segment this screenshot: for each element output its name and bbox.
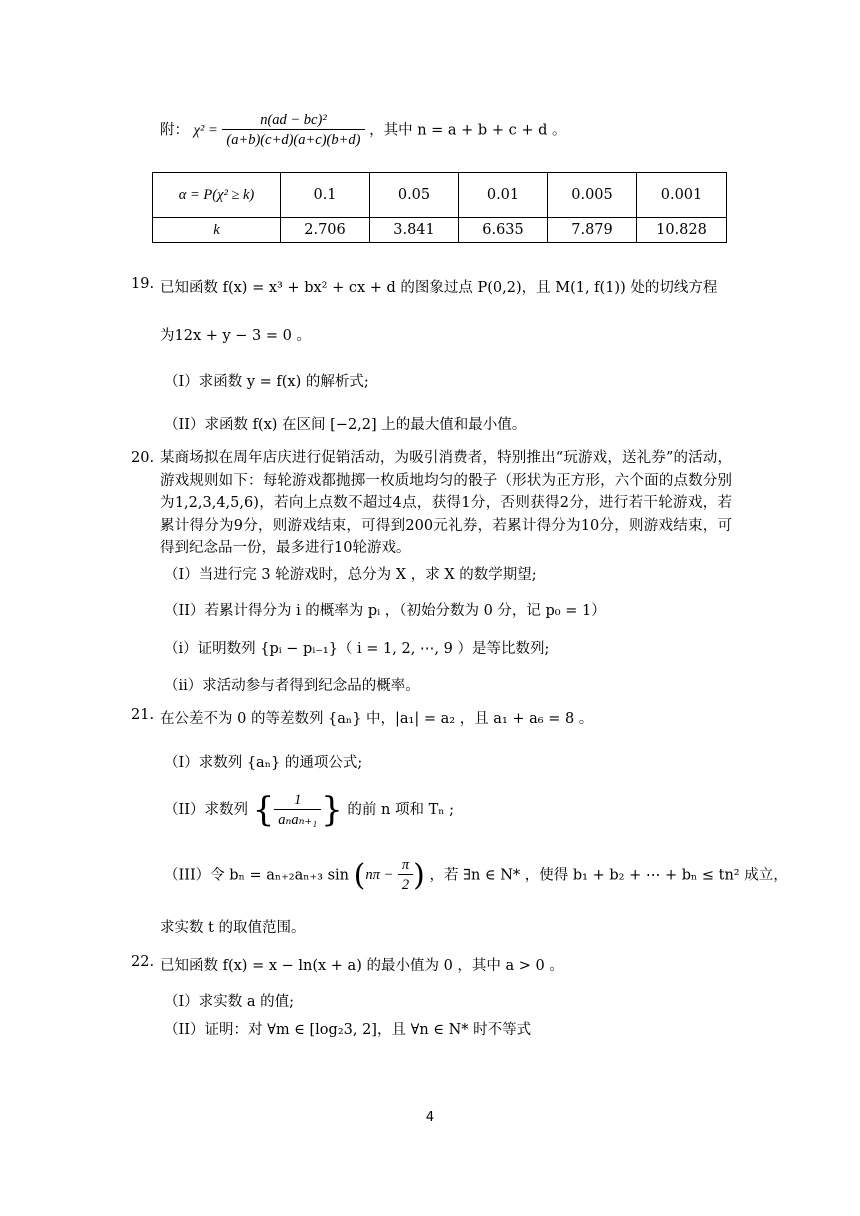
critical-value-table	[152, 172, 727, 243]
question-22-part1: （I）求实数 a 的值;	[164, 994, 294, 1010]
question-20-part2-i: （i）证明数列 {pᵢ − pᵢ₋₁}（ i = 1, 2, ⋯, 9 ）是等比数列;	[164, 641, 550, 657]
question-19-line2: 为12x + y − 3 = 0 。	[160, 328, 311, 344]
formula-suffix: ，其中 n = a + b + c + d 。	[369, 122, 567, 139]
table-row	[153, 218, 727, 243]
question-20-text: 某商场拟在周年店庆进行促销活动，为吸引消费者，特别推出“玩游戏，送礼券”的活动，游戏规则如下：每轮游戏都抛掷一枚质地均匀的骰子（形状为正方形，六个面的点数分别为1,2,3,4,5,6)，若向上点数不超过4点，获得1分，否则获得2分，进行若干轮游戏，若累计得分为9分，则游戏结束，可得到200元礼券，若累计得分为10分，则游戏结束，可得到纪念品一份，最多进行10轮游戏。	[160, 450, 732, 556]
question-21-part3-fraction	[398, 857, 413, 894]
question-21-line1: 在公差不为 0 的等差数列 {aₙ} 中，|a₁| = a₂ ，且 a₁ + a₆ = 8 。	[160, 711, 594, 727]
question-21-part3-suffix: ，若 ∃n ∈ N* ，使得 b₁ + b₂ + ⋯ + bₙ ≤ tn² 成立，	[429, 867, 788, 884]
formula-denominator: (a+b)(c+d)(a+c)(b+d)	[222, 129, 364, 149]
question-20-number: 20.	[131, 450, 155, 466]
table-cell: 6.635	[459, 218, 548, 243]
question-22-part2: （II）证明：对 ∀m ∈ [log₂3, 2]，且 ∀n ∈ N* 时不等式	[164, 1022, 532, 1038]
question-19-part2: （II）求函数 f(x) 在区间 [−2,2] 上的最大值和最小值。	[164, 417, 527, 433]
question-22-number: 22.	[131, 954, 155, 970]
question-21-part3-line2: 求实数 t 的取值范围。	[160, 920, 306, 936]
question-19-part1: （I）求函数 y = f(x) 的解析式;	[164, 374, 369, 390]
fraction-denominator: aₙaₙ₊₁	[274, 809, 321, 829]
question-19-number: 19.	[131, 276, 155, 292]
formula-numerator: n(ad − bc)²	[260, 112, 327, 128]
fraction-denominator: 2	[398, 874, 413, 894]
table-header-alpha: α = P(χ² ≥ k)	[153, 173, 281, 218]
question-21-part2-prefix: （II）求数列	[164, 802, 248, 818]
formula-fraction	[222, 112, 364, 149]
table-cell: 0.001	[637, 173, 727, 218]
question-22-line1: 已知函数 f(x) = x − ln(x + a) 的最小值为 0 ，其中 a > 0 。	[160, 958, 564, 974]
question-20-part2: （II）若累计得分为 i 的概率为 pᵢ ，（初始分数为 0 分，记 p₀ = 1）	[164, 603, 606, 619]
table-cell: 3.841	[370, 218, 459, 243]
chi-square-formula	[160, 112, 566, 149]
question-21-part2-suffix: 的前 n 项和 Tₙ ;	[347, 802, 455, 818]
page-number: 4	[425, 1110, 435, 1125]
formula-prefix: 附：	[160, 122, 189, 139]
table-cell: 0.1	[281, 173, 370, 218]
question-21-part3-prefix: （III）令 bₙ = aₙ₊₂aₙ₊₃ sin	[164, 867, 350, 884]
fraction-numerator: π	[401, 857, 410, 873]
table-header-k: k	[153, 218, 281, 243]
question-20-part1: （I）当进行完 3 轮游戏时，总分为 X ，求 X 的数学期望;	[164, 567, 537, 583]
table-cell: 7.879	[548, 218, 637, 243]
table-row	[153, 173, 727, 218]
question-19-line1: 已知函数 f(x) = x³ + bx² + cx + d 的图象过点 P(0,2)，且 M(1, f(1)) 处的切线方程	[160, 280, 718, 296]
question-21-part1: （I）求数列 {aₙ} 的通项公式;	[164, 755, 363, 771]
table-cell: 10.828	[637, 218, 727, 243]
question-20-part2-ii: （ii）求活动参与者得到纪念品的概率。	[164, 678, 420, 694]
question-21-part3: （III）令 bₙ = aₙ₊₂aₙ₊₃ sin (nπ − $\frac{\pi}{2}$ ) ，若 ∃n ∈ N* ，使得 b₁ + b₂ + ⋯ + bₙ ≤ tn² 成立，	[164, 857, 788, 893]
question-21-part2-fraction	[274, 792, 321, 829]
table-cell: 0.005	[548, 173, 637, 218]
formula-lhs: χ² =	[193, 122, 218, 139]
table-cell: 0.05	[370, 173, 459, 218]
question-21-part2: （II）求数列 { $\frac{1}{\text{aₙaₙ₊₁}}$ } 的前 n 项和 Tₙ ;	[164, 790, 455, 830]
fraction-numerator: 1	[294, 791, 302, 808]
table-cell: 0.01	[459, 173, 548, 218]
table-cell: 2.706	[281, 218, 370, 243]
question-21-number: 21.	[131, 707, 155, 723]
